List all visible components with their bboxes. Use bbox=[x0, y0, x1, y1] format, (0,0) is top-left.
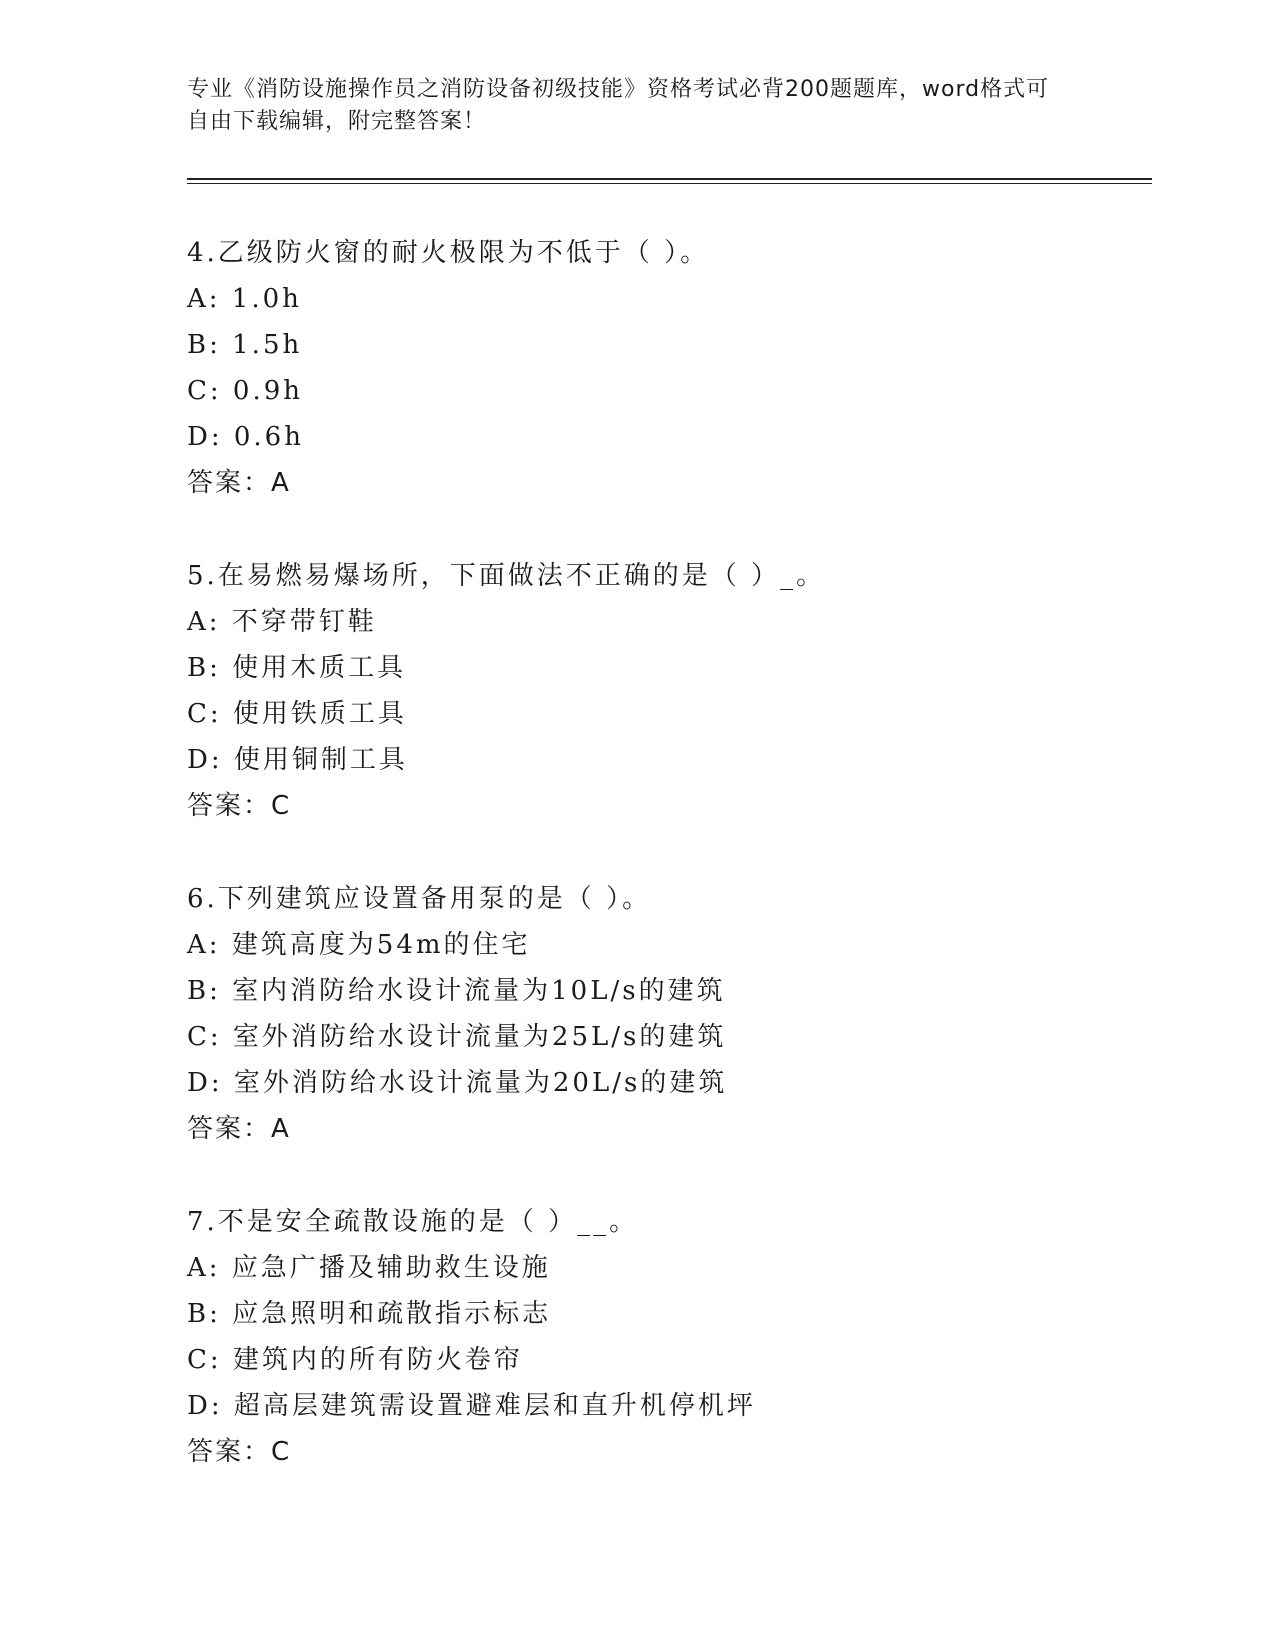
answer: 答案：C bbox=[187, 791, 292, 821]
question-block bbox=[187, 876, 1087, 1152]
option-a: A: 不穿带钉鞋 bbox=[187, 607, 377, 637]
answer: 答案：A bbox=[187, 468, 291, 498]
option-d: D: 超高层建筑需设置避难层和直升机停机坪 bbox=[187, 1391, 756, 1421]
option-b: B: 使用木质工具 bbox=[187, 653, 407, 683]
option-b: B: 室内消防给水设计流量为10L/s的建筑 bbox=[187, 976, 726, 1006]
option-d: D: 使用铜制工具 bbox=[187, 745, 408, 775]
option-b: B: 1.5h bbox=[187, 330, 303, 360]
header-divider bbox=[187, 178, 1152, 180]
question-stem: 7.不是安全疏散设施的是（ ）__。 bbox=[187, 1207, 639, 1237]
option-a: A: 1.0h bbox=[187, 284, 302, 314]
option-a: A: 建筑高度为54m的住宅 bbox=[187, 930, 531, 960]
option-c: C: 使用铁质工具 bbox=[187, 699, 407, 729]
question-block bbox=[187, 1199, 1087, 1475]
question-block bbox=[187, 553, 1087, 829]
question-stem: 6.下列建筑应设置备用泵的是（ ）。 bbox=[187, 884, 652, 914]
option-c: C: 室外消防给水设计流量为25L/s的建筑 bbox=[187, 1022, 727, 1052]
option-d: D: 0.6h bbox=[187, 422, 304, 452]
question-stem: 4.乙级防火窗的耐火极限为不低于（ ）。 bbox=[187, 238, 710, 268]
option-d: D: 室外消防给水设计流量为20L/s的建筑 bbox=[187, 1068, 728, 1098]
answer: 答案：C bbox=[187, 1437, 292, 1467]
header-divider-thin bbox=[187, 183, 1152, 184]
document-header: 专业《消防设施操作员之消防设备初级技能》资格考试必背200题题库，word格式可自由下载编辑，附完整答案！ bbox=[187, 77, 1050, 134]
answer: 答案：A bbox=[187, 1114, 291, 1144]
option-c: C: 0.9h bbox=[187, 376, 304, 406]
option-c: C: 建筑内的所有防火卷帘 bbox=[187, 1345, 523, 1375]
question-stem: 5.在易燃易爆场所，下面做法不正确的是（ ）_。 bbox=[187, 561, 826, 591]
option-a: A: 应急广播及辅助救生设施 bbox=[187, 1253, 551, 1283]
question-block bbox=[187, 230, 1087, 506]
option-b: B: 应急照明和疏散指示标志 bbox=[187, 1299, 552, 1329]
